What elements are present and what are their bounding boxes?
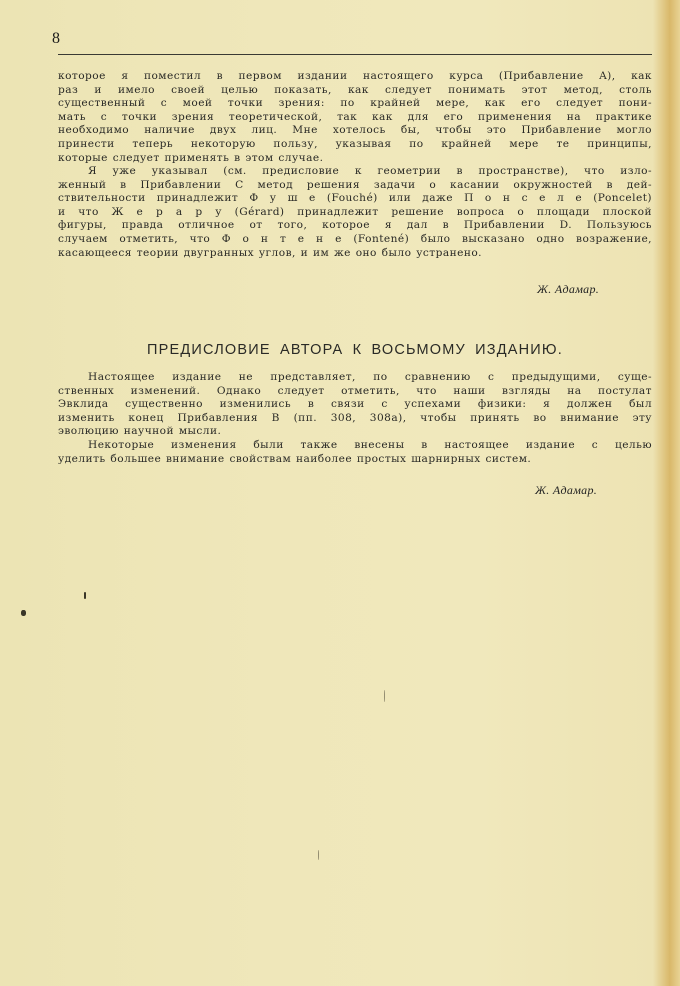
text-line: эволюцию научной мысли. (58, 425, 222, 438)
text-line: ственных изменений. Однако следует отметить, что наши взгляды на постулат (58, 384, 652, 397)
signature-2: Ж. Адамар. (535, 483, 598, 497)
text-line: случаем отметить, что Ф о н т е н е (Fontené) было высказано одно возражение, (58, 232, 652, 245)
text-line: ствительности принадлежит Ф у ш е (Fouché) или даже П о н с е л е (Poncelet) (58, 192, 652, 205)
page-number: 8 (52, 30, 60, 47)
text-line: Я уже указывал (см. предисловие к геометрии в пространстве), что изло- (88, 165, 652, 177)
text-line: изменить конец Прибавления B (пп. 308, 308а), чтобы принять во внимание эту (58, 411, 652, 424)
paragraph-previous-preface-2 (58, 165, 652, 260)
paper-speck (84, 592, 86, 599)
header-rule (58, 54, 652, 55)
text-line: касающееся теории двугранных углов, и им же оно было устранено. (58, 246, 482, 259)
paragraph-eighth-edition-1 (58, 371, 652, 439)
text-line: мать с точки зрения теоретической, так как для его применения на практике (58, 110, 652, 123)
text-line: которые следует применять в этом случае. (58, 151, 324, 164)
text-line: раз и имело своей целью показать, как следует понимать этот метод, столь (58, 83, 652, 96)
section-heading: ПРЕДИСЛОВИЕ АВТОРА К ВОСЬМОМУ ИЗДАНИЮ. (147, 342, 563, 358)
text-line: фигуры, правда отличное от того, которое я дал в Прибавлении D. Пользуюсь (58, 219, 652, 232)
text-line: уделить большее внимание свойствам наиболее простых шарнирных систем. (58, 452, 532, 465)
text-line: необходимо наличие двух лиц. Мне хотелось бы, чтобы это Прибавление могло (58, 124, 652, 137)
text-line: Некоторые изменения были также внесены в настоящее издание с целью (88, 439, 652, 451)
paper-speck (384, 690, 385, 702)
text-line: существенный с моей точки зрения: по крайней мере, как его следует пони- (58, 97, 652, 110)
paper-speck (318, 850, 319, 860)
text-line: которое я поместил в первом издании настоящего курса (Прибавление A), как (58, 70, 652, 82)
text-line: Настоящее издание не представляет, по сравнению с предыдущими, суще- (88, 371, 652, 383)
text-line: женный в Прибавлении C метод решения задачи о касании окружностей в дей- (58, 178, 652, 191)
signature-1: Ж. Адамар. (537, 282, 600, 296)
text-line: принести теперь некоторую пользу, указывая по крайней мере те принципы, (58, 137, 652, 150)
paper-speck (21, 610, 26, 616)
paragraph-eighth-edition-2 (58, 439, 652, 466)
text-line: Эвклида существенно изменились в связи с успехами физики: я должен был (58, 398, 652, 411)
paragraph-previous-preface-1 (58, 70, 652, 165)
text-line: и что Ж е р а р у (Gérard) принадлежит решение вопроса о площади плоской (58, 205, 652, 218)
